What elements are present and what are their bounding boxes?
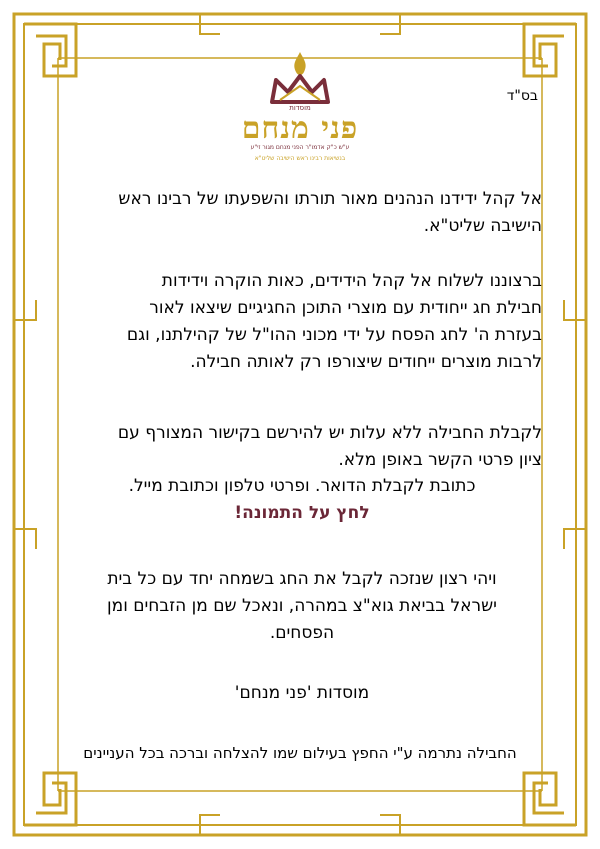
logo-subtitle-2: בנשיאות רבינו ראש הישיבה שליט"א: [254, 155, 346, 162]
paragraph-registration: [62, 420, 542, 474]
paragraph-greeting: [62, 186, 542, 240]
paragraph-intent: [62, 268, 542, 376]
paragraph-address-note: כתובת לקבלת הדואר. ופרטי טלפון וכתובת מייל.: [128, 476, 476, 496]
paragraph-line: ישראל בביאת גוא"צ במהרה, ונאכל שם מן הזבחים ומן: [107, 596, 497, 616]
signature: מוסדות 'פני מנחם': [234, 683, 370, 703]
logo-emblem-icon: [272, 52, 328, 102]
paragraph-line: אל קהל ידידנו הנהנים מאור תורתו והשפעתו של רבינו ראש: [118, 189, 542, 209]
paragraph-line: לרבות מוצרים ייחודים שיצורפו רק לאותה חבילה.: [190, 352, 542, 372]
paragraph-line: ציון פרטי הקשר באופן מלא.: [338, 450, 542, 470]
paragraph-line: ברצוננו לשלוח אל קהל הידידים, כאות הוקרה וידידות: [161, 271, 542, 291]
paragraph-line: הפסחים.: [269, 623, 335, 643]
footer-donation-note: החבילה נתרמה ע"י החפץ בעילום שמו להצלחה וברכה בכל העניינים: [83, 744, 517, 762]
logo-subtitle-1: ע"ש כ"ק אדמו"ר הפני מנחם מגור זי"ע: [250, 144, 350, 151]
paragraph-line: בעזרת ה' לחג הפסח על ידי מכוני ההו"ל של קהילתנו, וגם: [126, 325, 542, 345]
paragraph-line: לקבלת החבילה ללא עלות יש להירשם בקישור המצורף עם: [117, 423, 542, 443]
bsd-header: בס"ד: [506, 88, 538, 104]
paragraph-line: הישיבה שליט"א.: [423, 216, 542, 236]
paragraph-blessing: [62, 566, 542, 647]
click-image-cta[interactable]: לחץ על התמונה!: [234, 503, 370, 523]
logo-title: פני מנחם: [241, 111, 359, 146]
logo-small-text: מוסדות: [289, 104, 311, 112]
paragraph-line: ויהי רצון שנזכה לקבל את החג בשמחה יחד עם כל בית: [107, 569, 497, 589]
paragraph-line: חבילת חג ייחודית עם מוצרי התוכן החגיגיים שיצאו לאור: [149, 298, 542, 318]
